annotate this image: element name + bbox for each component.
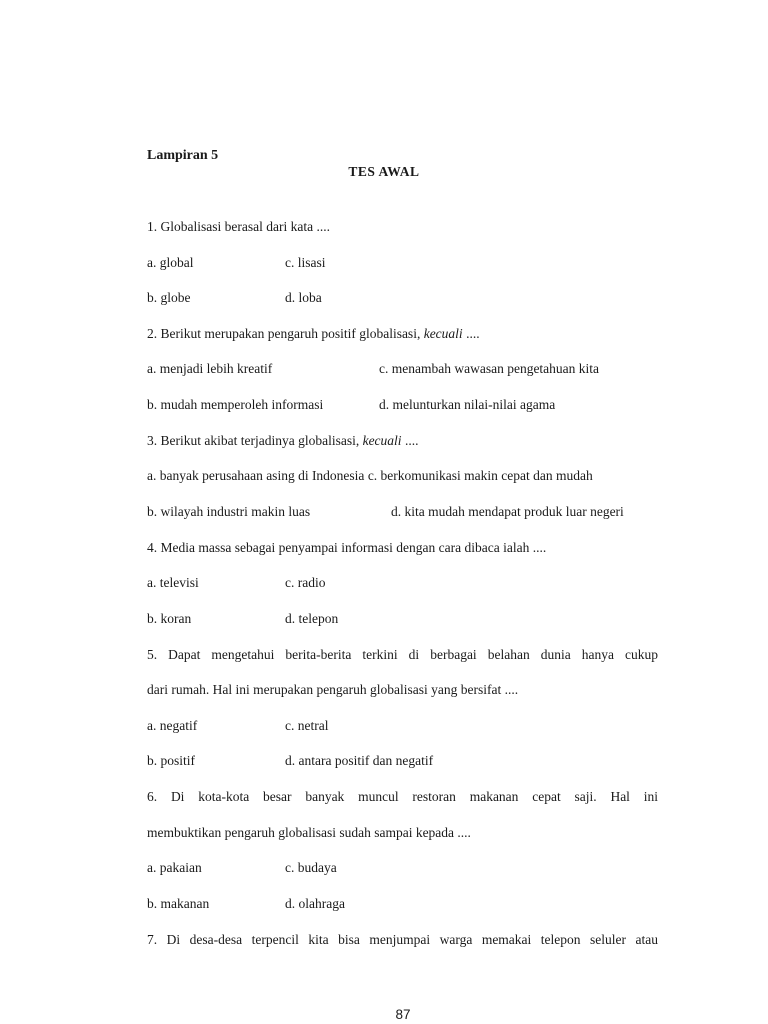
option-d: d. antara positif dan negatif: [285, 753, 434, 768]
question-emphasis: kecuali: [362, 433, 402, 448]
question-text: Berikut merupakan pengaruh positif globalisasi,: [160, 326, 421, 341]
option-a: a. global: [147, 255, 194, 270]
question-3: [147, 432, 658, 450]
question-number: 5.: [147, 647, 158, 662]
option-c: c. netral: [285, 718, 329, 733]
question-text-line1: Dapat mengetahui berita-berita terkini di berbagai belahan dunia hanya cukup: [168, 647, 659, 662]
option-a: a. pakaian: [147, 860, 202, 875]
option-c: c. lisasi: [285, 255, 326, 270]
question-text: Berikut akibat terjadinya globalisasi,: [160, 433, 360, 448]
question-4: [147, 539, 658, 557]
option-b: b. wilayah industri makin luas: [147, 504, 311, 519]
option-c: c. berkomunikasi makin cepat dan mudah: [367, 468, 593, 483]
question-2: [147, 325, 658, 343]
question-3-options-row1: [147, 467, 658, 485]
question-5-options-row2: [147, 752, 658, 770]
question-number: 3.: [147, 433, 158, 448]
question-6-options-row2: [147, 895, 658, 913]
option-a: a. menjadi lebih kreatif: [147, 361, 273, 376]
option-d: d. loba: [285, 290, 322, 305]
option-c: c. budaya: [285, 860, 337, 875]
question-4-options-row2: [147, 610, 658, 628]
option-a: a. banyak perusahaan asing di Indonesia: [147, 468, 365, 483]
question-1-options-row2: [147, 289, 658, 307]
question-text-line2: membuktikan pengaruh globalisasi sudah sampai kepada ....: [147, 825, 471, 840]
option-a: a. negatif: [147, 718, 198, 733]
question-ellipsis: ....: [404, 433, 419, 448]
question-text: Globalisasi berasal dari kata ....: [160, 219, 330, 234]
question-ellipsis: ....: [466, 326, 480, 341]
question-text-line1: Di kota-kota besar banyak muncul restoran makanan cepat saji. Hal ini: [170, 789, 658, 804]
question-6: [147, 788, 658, 806]
option-a: a. televisi: [147, 575, 199, 590]
page-number: 87: [395, 1007, 411, 1022]
question-3-options-row2: [147, 503, 658, 521]
question-4-options-row1: [147, 574, 658, 592]
question-number: 6.: [147, 789, 158, 804]
option-b: b. globe: [147, 290, 191, 305]
question-2-options-row1: [147, 360, 658, 378]
option-c: c. menambah wawasan pengetahuan kita: [379, 361, 600, 376]
option-d: d. melunturkan nilai-nilai agama: [379, 397, 556, 412]
option-b: b. koran: [147, 611, 192, 626]
question-1: [147, 218, 658, 236]
question-number: 4.: [147, 540, 158, 555]
option-d: d. olahraga: [285, 896, 345, 911]
question-emphasis: kecuali: [423, 326, 463, 341]
option-d: d. kita mudah mendapat produk luar negeri: [391, 504, 624, 519]
page-title: TES AWAL: [348, 164, 420, 179]
question-5-options-row1: [147, 717, 658, 735]
question-number: 7.: [147, 932, 158, 947]
question-2-options-row2: [147, 396, 658, 414]
option-b: b. makanan: [147, 896, 210, 911]
question-1-options-row1: [147, 254, 658, 272]
question-text-line2: dari rumah. Hal ini merupakan pengaruh globalisasi yang bersifat ....: [147, 682, 519, 697]
question-text: Media massa sebagai penyampai informasi dengan cara dibaca ialah ....: [160, 540, 547, 555]
question-7: [147, 931, 658, 949]
question-text-line1: Di desa-desa terpencil kita bisa menjumpai warga memakai telepon seluler atau: [166, 932, 659, 947]
option-b: b. positif: [147, 753, 196, 768]
question-6-continued: [147, 824, 658, 842]
question-6-options-row1: [147, 859, 658, 877]
appendix-label: Lampiran 5: [147, 148, 219, 163]
option-b: b. mudah memperoleh informasi: [147, 397, 324, 412]
question-5-continued: [147, 681, 658, 699]
question-number: 1.: [147, 219, 158, 234]
option-d: d. telepon: [285, 611, 339, 626]
question-number: 2.: [147, 326, 158, 341]
option-c: c. radio: [285, 575, 326, 590]
question-5: [147, 646, 658, 664]
